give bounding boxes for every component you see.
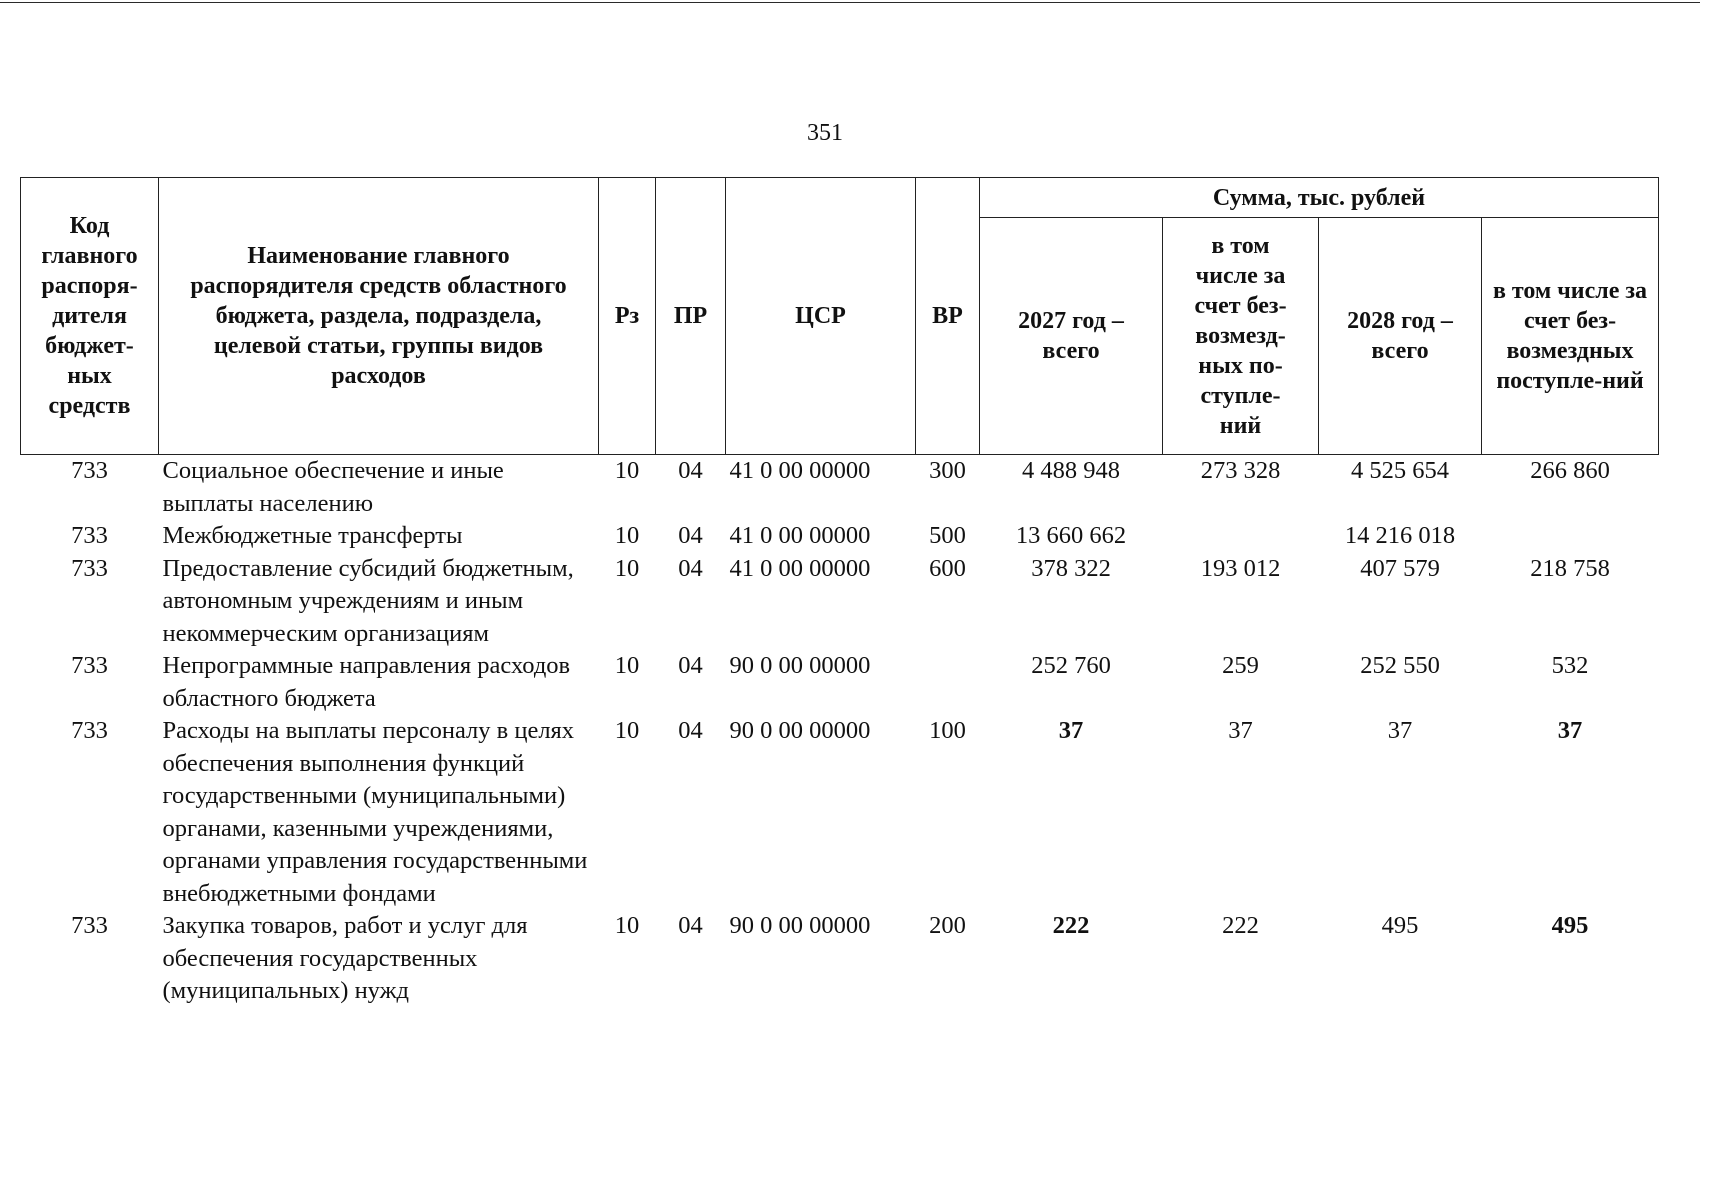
cell-pr: 04: [678, 652, 703, 679]
cell-code: 733: [71, 554, 108, 582]
cell-rz: 10: [614, 457, 640, 484]
cell-2028-total: 37: [1387, 717, 1413, 744]
cell-2028-free: 495: [1551, 912, 1589, 939]
header-2027-free: в том числе за счет без-возмезд-ных по-ступле-ний: [1163, 218, 1319, 455]
cell-csr: 41 0 00 00000: [729, 522, 871, 549]
cell-csr: 90 0 00 00000: [729, 717, 871, 744]
cell-code: 733: [71, 652, 108, 679]
header-pr: ПР: [656, 178, 726, 455]
cell-rz: 10: [614, 554, 640, 582]
header-2028-total: 2028 год – всего: [1319, 218, 1482, 455]
cell-code: 733: [71, 522, 108, 549]
cell-name: Непрограммные направления расходов областного бюджета: [162, 652, 571, 712]
cell-rz: 10: [614, 522, 640, 549]
cell-vr: 100: [929, 717, 966, 744]
cell-vr: [916, 650, 980, 715]
cell-pr: 04: [678, 554, 703, 582]
cell-name: Социальное обеспечение и иные выплаты населению: [162, 457, 504, 517]
cell-name: Предоставление субсидий бюджетным, автономным учреждениям и иным некоммерческим организациям: [162, 554, 574, 647]
cell-code: 733: [71, 717, 108, 744]
page-number: 351: [807, 120, 843, 146]
header-name: Наименование главного распорядителя средств областного бюджета, раздела, подраздела, целевой статьи, группы видов расходов: [159, 178, 599, 455]
budget-table: [20, 177, 1659, 1008]
cell-2027-total: 4 488 948: [1022, 457, 1120, 484]
header-2027-total: 2027 год – всего: [980, 218, 1163, 455]
cell-2027-total: 37: [1058, 717, 1084, 744]
cell-pr: 04: [678, 717, 703, 744]
table-body: [21, 455, 1659, 1008]
cell-2028-free: 266 860: [1530, 457, 1610, 484]
header-code: Код главного распоря-дителя бюджет-ных средств: [21, 178, 159, 455]
header-csr: ЦСР: [726, 178, 916, 455]
cell-2028-total: 252 550: [1360, 652, 1440, 679]
cell-rz: 10: [614, 912, 640, 939]
cell-csr: 90 0 00 00000: [729, 912, 871, 939]
header-vr: ВР: [916, 178, 980, 455]
cell-csr: 90 0 00 00000: [729, 652, 871, 679]
cell-2027-free: [1163, 520, 1319, 553]
cell-csr: 41 0 00 00000: [729, 554, 871, 582]
cell-code: 733: [71, 457, 108, 484]
cell-name: Межбюджетные трансферты: [162, 522, 463, 549]
cell-2028-free: 37: [1557, 717, 1583, 744]
cell-2027-free: 259: [1222, 652, 1259, 679]
cell-vr: 600: [929, 554, 966, 582]
header-2028-free: в том числе за счет без-возмездных поступле-ний: [1482, 218, 1659, 455]
cell-2028-total: 407 579: [1360, 554, 1440, 582]
cell-2027-free: 37: [1228, 717, 1253, 744]
cell-2028-free: 532: [1551, 652, 1589, 679]
cell-2028-free: [1482, 520, 1659, 553]
cell-2027-total: 13 660 662: [1015, 522, 1127, 549]
cell-vr: 300: [929, 457, 966, 484]
header-sum-group: Сумма, тыс. рублей: [980, 178, 1659, 218]
cell-2027-free: 222: [1222, 912, 1259, 939]
cell-rz: 10: [614, 717, 640, 744]
cell-2027-free: 273 328: [1200, 457, 1281, 484]
cell-2028-free: 218 758: [1530, 554, 1610, 582]
cell-2027-total: 222: [1052, 912, 1090, 939]
cell-pr: 04: [678, 912, 703, 939]
cell-2027-free: 193 012: [1200, 554, 1281, 582]
cell-2028-total: 495: [1381, 912, 1419, 939]
cell-vr: 500: [929, 522, 966, 549]
cell-csr: 41 0 00 00000: [729, 457, 871, 484]
table-row: [21, 520, 1659, 553]
cell-2027-total: 252 760: [1031, 652, 1111, 679]
cell-2028-total: 14 216 018: [1344, 522, 1456, 549]
table-row: [21, 910, 1659, 1008]
cell-pr: 04: [678, 522, 703, 549]
cell-code: 733: [71, 912, 108, 939]
table-row: [21, 553, 1659, 651]
table-row: [21, 455, 1659, 521]
cell-vr: 200: [929, 912, 966, 939]
table-row: [21, 715, 1659, 910]
table-header: [21, 178, 1659, 455]
cell-name: Расходы на выплаты персоналу в целях обеспечения выполнения функций государственными (муниципальными) органами, казенными учреждениями, органами управления государственными внебюджетными фондами: [162, 717, 588, 907]
top-border-line: [0, 2, 1700, 3]
cell-name: Закупка товаров, работ и услуг для обеспечения государственных (муниципальных) нужд: [162, 912, 528, 1004]
cell-2027-total: 378 322: [1031, 554, 1111, 582]
header-rz: Рз: [599, 178, 656, 455]
cell-rz: 10: [614, 652, 640, 679]
cell-pr: 04: [678, 457, 703, 484]
cell-2028-total: 4 525 654: [1351, 457, 1449, 484]
table-row: [21, 650, 1659, 715]
